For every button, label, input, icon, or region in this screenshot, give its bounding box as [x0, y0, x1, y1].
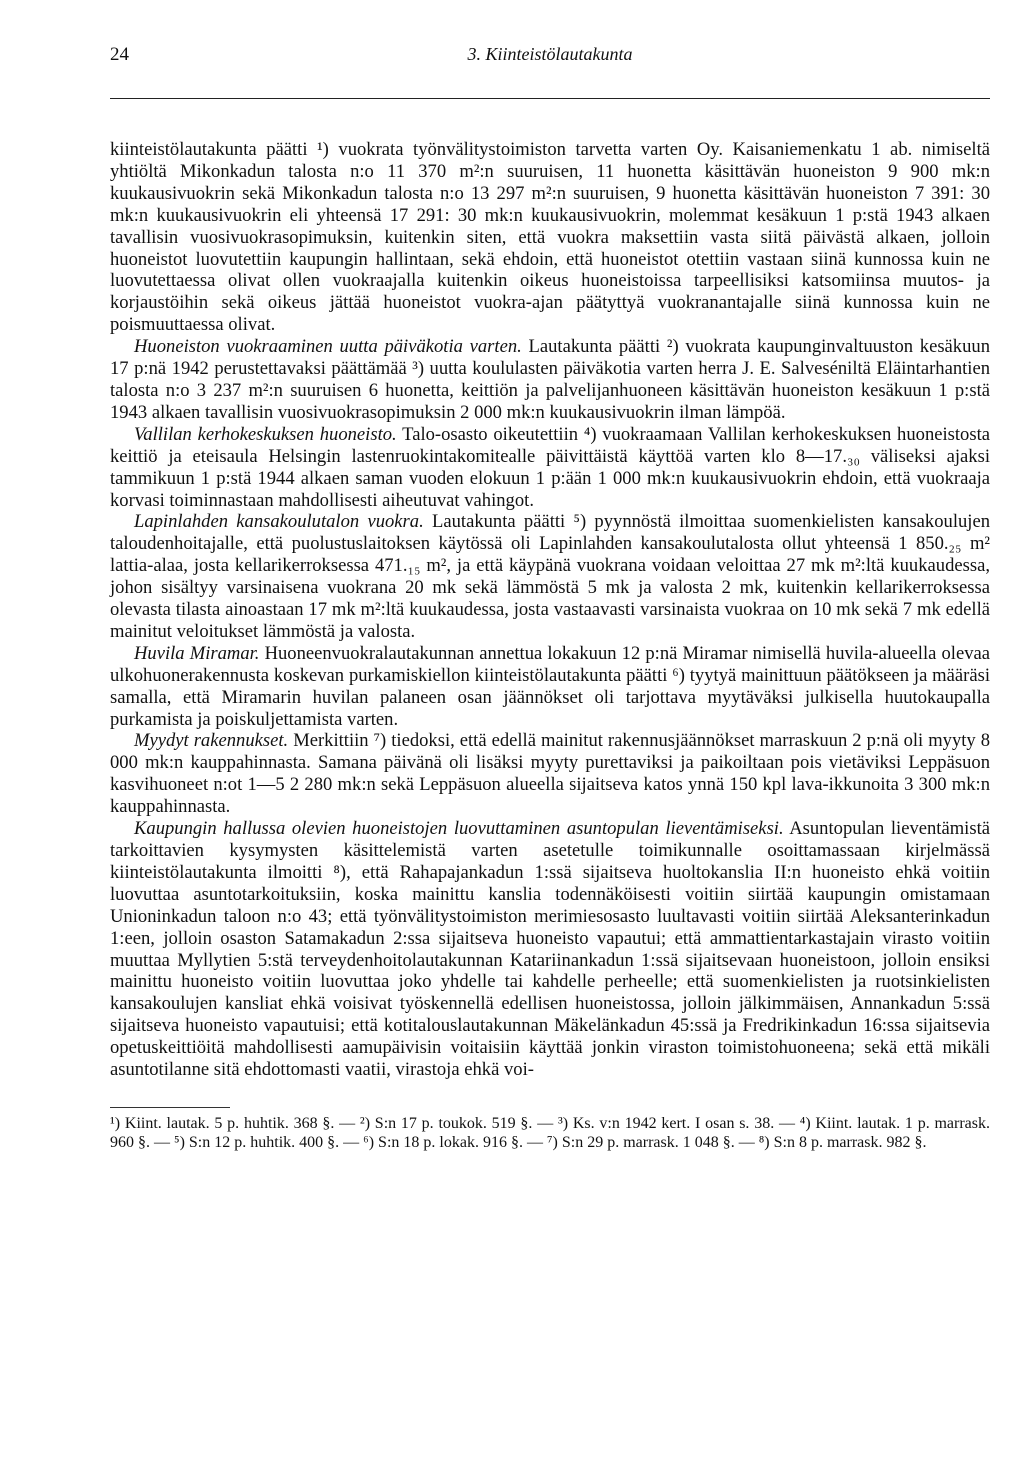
footnotes	[110, 1099, 990, 1152]
section-heading: Vallilan kerhokeskuksen huoneisto.	[134, 423, 397, 445]
document-page	[110, 0, 990, 1152]
paragraph-text: Asuntopulan lieventämistä tarkoittavien kysymysten käsittelemistä varten asetetulle toimikunnalle osoittamassaan kirjelmässä kiinteistölautakunta ilmoitti ⁸), että Rahapajankadun 1:ssä sijaitseva huoltokanslia II:n huoneisto ehkä voitiin luovuttaa asuntotarkoituksiin, koska mainittu kanslia todennäköisesti voitiin siirtää kaupungin omistamaan Unioninkadun taloon n:o 43; että työnvälitystoimiston merimiesosasto luultavasti voitiin siirtää Aleksanterinkadun 1:een, jolloin osaston Satamakadun 2:ssa sijaitseva huoneisto vapautui; että ammattientarkastajain virasto voitiin muuttaa Myllytien 5:stä terveydenhoitolautakunnan Katariinankadun 1:ssä sijaitsevaan huoneistoon, jolloin ensiksi mainittu huoneisto voitiin luovuttaa joko yhdelle tai kahdelle perheelle; että suomenkielisten ja ruotsinkielisten kansakoulujen kansliat ehkä voisivat työskennellä edellisen huoneistossa, jolloin jälkimmäisen, Annankadun 5:ssä sijaitseva huoneisto vapautuisi; että kotitalouslautakunnan Mäkelänkadun 45:ssä ja Fredrikinkadun 16:ssa sijaitsevia opetuskeittiöitä mahdollisesti aamupäivisin voitaisiin käyttää jonkin viraston toimistohuoneena; sekä että mikäli asuntotilanne sitä ehdottomasti vaatii, virastoja ehkä voi-	[110, 818, 991, 1081]
section-heading: Lapinlahden kansakoulutalon vuokra.	[134, 511, 424, 533]
paragraph	[110, 511, 990, 642]
paragraph-text: Huoneenvuokralautakunnan annettua lokakuun 12 p:nä Miramar nimisellä huvila-alueella olevaa ulkohuonerakennusta koskevan purkamiskiellon kiinteistölautakunta päätti ⁶) tyytyä mainittuun päätökseen ja määräsi samalla, että Miramarin huvilan palaneen osan jäännökset oli tarjottava myytäväksi julkisella huutokaupalla purkamista ja poiskuljettamista varten.	[110, 642, 990, 730]
paragraph-text: Lautakunta päätti ²) vuokrata kaupunginvaltuuston kesäkuun 17 p:nä 1942 perustettavaksi päättämää ³) uutta koululasten päiväkotia varten herra J. E. Salveséniltä Eläintarhantien talosta n:o 3 237 m²:n suuruisen 6 huonetta, keittiön ja palvelijanhuoneen käsittävän huoneiston kesäkuun 1 p:stä 1943 alkaen tavallisin vuosivuokrasopimuksin 2 000 mk:n kuukausivuokrin ilman lämpöä.	[110, 336, 990, 423]
paragraph-text: Talo-osasto oikeutettiin ⁴) vuokraamaan Vallilan kerhokeskuksen huoneistosta keittiö ja eteisaula Helsingin lastenruokintakomitealle päivittäistä käyttöä varten klo 8—17.₃₀ väliseksi ajaksi tammikuun 1 p:stä 1944 alkaen saman vuoden elokuun 1 p:ään 1 000 mk:n kuukausivuokrin ehdoin, että vuokraaja korvasi toiminnastaan mahdollisesti aiheutuvat vahingot.	[110, 423, 991, 511]
section-heading: Myydyt rakennukset.	[134, 730, 289, 752]
paragraph	[110, 424, 990, 512]
paragraph	[110, 139, 990, 336]
section-heading: Huoneiston vuokraaminen uutta päiväkotia varten.	[134, 336, 522, 358]
section-heading: Huvila Miramar.	[134, 642, 260, 664]
paragraph	[110, 818, 990, 1081]
paragraph-text: Merkittiin ⁷) tiedoksi, että edellä mainitut rakennusjäännökset marraskuun 2 p:nä oli myyty 8 000 mk:n kauppahinnasta. Samana päivänä oli lisäksi myyty purettaviksi ja paikoiltaan pois vietäviksi Leppäsuon kasvihuoneet n:ot 1—5 2 280 mk:n sekä Leppäsuon alueella sijaitseva katos ynnä 150 kpl lava-ikkunoita 3 300 mk:n kauppahinnasta.	[110, 730, 991, 818]
paragraph	[110, 336, 990, 424]
running-title: 3. Kiinteistölautakunta	[467, 44, 633, 64]
body-text	[110, 139, 990, 1081]
paragraph-text: Lautakunta päätti ⁵) pyynnöstä ilmoittaa suomenkielisten kansakoulujen taloudenhoitajalle, että puolustuslaitoksen käytössä oli Lapinlahden kansakoulutalosta ollut yhteensä 1 850.₂₅ m² lattia-alaa, josta kellarikerroksessa 471.₁₅ m², ja että käypänä vuokrana voidaan veloittaa 27 mk m²:ltä kuukaudessa, johon sisältyy varsinaisena vuokrana 20 mk sekä lämmöstä 5 mk ja valosta 2 mk, kuitenkin kellarikerroksessa olevasta tilasta ainoastaan 17 mk m²:ltä kuukaudessa, josta vastaavasti varsinaista vuokraa on 10 mk sekä 7 mk edellä mainitut veloitukset lämmöstä ja valosta.	[110, 511, 991, 642]
footnote-divider	[110, 1107, 230, 1108]
footnote-text: ¹) Kiint. lautak. 5 p. huhtik. 368 §. — ²) S:n 17 p. toukok. 519 §. — ³) Ks. v:n 1942 kert. I osan s. 38. — ⁴) Kiint. lautak. 1 p. marrask. 960 §. — ⁵) S:n 12 p. huhtik. 400 §. — ⁶) S:n 18 p. lokak. 916 §. — ⁷) S:n 29 p. marrask. 1 048 §. — ⁸) S:n 8 p. marrask. 982 §.	[110, 1114, 990, 1151]
section-heading: Kaupungin hallussa olevien huoneistojen luovuttaminen asuntopulan lieventämiseksi.	[134, 818, 784, 840]
paragraph	[110, 730, 990, 818]
paragraph-text: kiinteistölautakunta päätti ¹) vuokrata työnvälitystoimiston tarvetta varten Oy. Kaisaniemenkatu 1 ab. nimiseltä yhtiöltä Mikonkadun talosta n:o 11 370 m²:n suuruisen, 11 huonetta käsittävän huoneiston 9 900 mk:n kuukausivuokrin sekä Mikonkadun talosta n:o 13 297 m²:n suuruisen, 9 huonetta käsittävän huoneiston 7 391: 30 mk:n kuukausivuokrin eli yhteensä 17 291: 30 mk:n kuukausivuokrin, molemmat kesäkuun 1 p:stä 1943 alkaen tavallisin vuosivuokrasopimuksin, kuitenkin siten, että vuokra maksettiin vasta siitä päivästä alkaen, jolloin huoneistot luovutettiin kaupungin hallintaan, sekä ehdoin, että huoneistot otettiin vastaan siinä kunnossa kuin ne luovutettaessa olivat ollen vuokraajalla kuitenkin oikeus huoneistoissa tarpeellisiksi katsomiinsa muutos- ja korjaustöihin sekä oikeus jättää huoneistot vuokra-ajan päätyttyä vuokranantajalle siinä kunnossa kuin ne poismuuttaessa olivat.	[110, 139, 990, 336]
page-header	[110, 40, 990, 99]
page-number: 24	[110, 44, 129, 65]
paragraph	[110, 643, 990, 731]
